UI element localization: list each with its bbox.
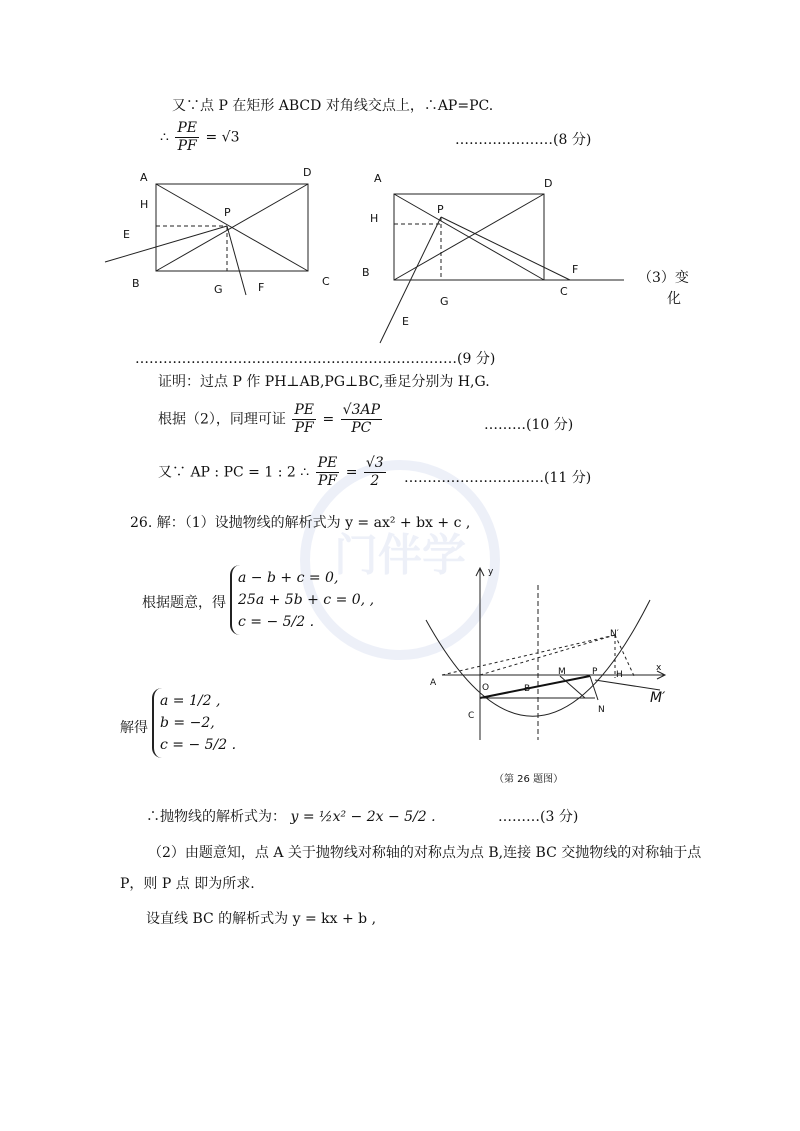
label-b: B xyxy=(132,277,140,290)
denominator: PF xyxy=(177,138,197,154)
score-10: ………(10 分) xyxy=(484,417,574,433)
rhs: = √3 xyxy=(205,129,240,146)
fraction-pe-pf-11 xyxy=(316,455,340,490)
figure-rectangle-1 xyxy=(100,160,350,300)
den: PC xyxy=(351,420,372,436)
system2-a: a = 1/2 , xyxy=(160,693,221,709)
label-m-prime: M′ xyxy=(650,690,666,706)
score-8: …………………(8 分) xyxy=(455,132,592,148)
result-expr: y = ½x² − 2x − 5/2 . xyxy=(290,809,436,825)
proof-line: 证明：过点 P 作 PH⊥AB,PG⊥BC,垂足分别为 H,G. xyxy=(158,374,490,390)
label-b: B xyxy=(524,684,531,694)
label-m: M xyxy=(558,667,566,677)
label-e-2: E xyxy=(402,315,409,328)
equation-8 xyxy=(160,120,239,155)
line-ap-equals-pc: 又∵点 P 在矩形 ABCD 对角线交点上，∴AP=PC. xyxy=(172,98,494,114)
num: √3 xyxy=(365,455,384,471)
system-1 xyxy=(230,565,374,635)
equals: = xyxy=(345,464,358,481)
fraction-pe-pf xyxy=(175,120,199,155)
num: √3AP xyxy=(342,402,381,418)
label-p: P xyxy=(592,667,598,677)
equals: = xyxy=(322,411,335,428)
score-9: ……………………………………………………………(9 分) xyxy=(135,351,496,367)
label-c: C xyxy=(468,711,475,721)
line-11-pre: 又∵ AP : PC = 1 : 2 ∴ xyxy=(158,464,310,481)
result-line xyxy=(146,808,436,826)
num: PE xyxy=(317,455,338,471)
label-f-2: F xyxy=(572,263,579,276)
label-a: A xyxy=(430,678,437,688)
den: PF xyxy=(294,420,314,436)
q26-intro: 26. 解：（1）设抛物线的解析式为 y = ax² + bx + c , xyxy=(130,515,471,531)
system1-eq1: a − b + c = 0, xyxy=(238,570,339,586)
part2-line2: P，则 P 点 即为所求. xyxy=(120,876,255,892)
label-n-prime: N′ xyxy=(610,629,619,639)
fraction-root3-2 xyxy=(364,455,386,490)
given-label: 根据题意，得 xyxy=(142,595,226,611)
system1-eq3: c = − 5/2 . xyxy=(238,614,315,630)
label-h: H xyxy=(140,198,149,211)
label-d-2: D xyxy=(544,177,553,190)
line-m-prime xyxy=(595,680,660,690)
dotted-a-n xyxy=(442,635,615,675)
fraction-ap-pc xyxy=(341,402,382,437)
score-3: ………(3 分) xyxy=(498,809,579,825)
fraction-pe-pf-10 xyxy=(292,402,316,437)
system2-c: c = − 5/2 . xyxy=(160,737,237,753)
label-g-2: G xyxy=(440,295,449,308)
part2-line1: （2）由题意知，点 A 关于抛物线对称轴的对称点为点 B,连接 BC 交抛物线的对称轴于点 xyxy=(148,845,702,861)
label-a-2: A xyxy=(374,172,382,185)
system2-b: b = −2, xyxy=(160,715,215,731)
system1-eq2: 25a + 5b + c = 0, , xyxy=(238,592,375,608)
line-pf xyxy=(227,226,246,295)
solve-label: 解得 xyxy=(120,720,148,736)
label-n: N xyxy=(598,705,605,715)
label-e: E xyxy=(123,228,130,241)
score-11: …………………………(11 分) xyxy=(404,470,592,486)
label-p: P xyxy=(224,206,231,219)
label-b-2: B xyxy=(362,266,370,279)
watermark-text: 门伴学 xyxy=(334,530,466,581)
result-pre: ∴抛物线的解析式为： xyxy=(146,809,286,825)
label-g: G xyxy=(214,283,223,296)
line-10 xyxy=(158,402,384,437)
label-d: D xyxy=(303,166,312,179)
label-x: x xyxy=(656,663,662,673)
variation-label: （3）变 xyxy=(638,270,689,286)
therefore-sign: ∴ xyxy=(160,129,169,146)
line-cb xyxy=(480,676,590,698)
figure-parabola xyxy=(420,560,680,785)
label-c-2: C xyxy=(560,285,568,298)
part2-line3: 设直线 BC 的解析式为 y = kx + b , xyxy=(146,911,377,927)
label-f: F xyxy=(258,281,265,294)
label-a: A xyxy=(140,171,148,184)
numerator: PE xyxy=(177,120,198,136)
label-p-2: P xyxy=(437,203,444,216)
line-pf-2 xyxy=(441,217,570,280)
system-2 xyxy=(152,688,236,758)
figure-rectangle-2 xyxy=(360,165,630,345)
label-h: H xyxy=(616,670,623,680)
den: PF xyxy=(317,473,337,489)
line-11 xyxy=(158,455,388,490)
den: 2 xyxy=(370,473,380,489)
label-c: C xyxy=(322,275,330,288)
label-y: y xyxy=(488,567,494,577)
graph-caption: （第 26 题图） xyxy=(494,774,564,785)
label-h-2: H xyxy=(370,212,379,225)
line-10-pre: 根据（2），同理可证 xyxy=(158,411,286,428)
num: PE xyxy=(294,402,315,418)
variation-label-2: 化 xyxy=(667,291,681,307)
label-o: O xyxy=(482,683,490,693)
